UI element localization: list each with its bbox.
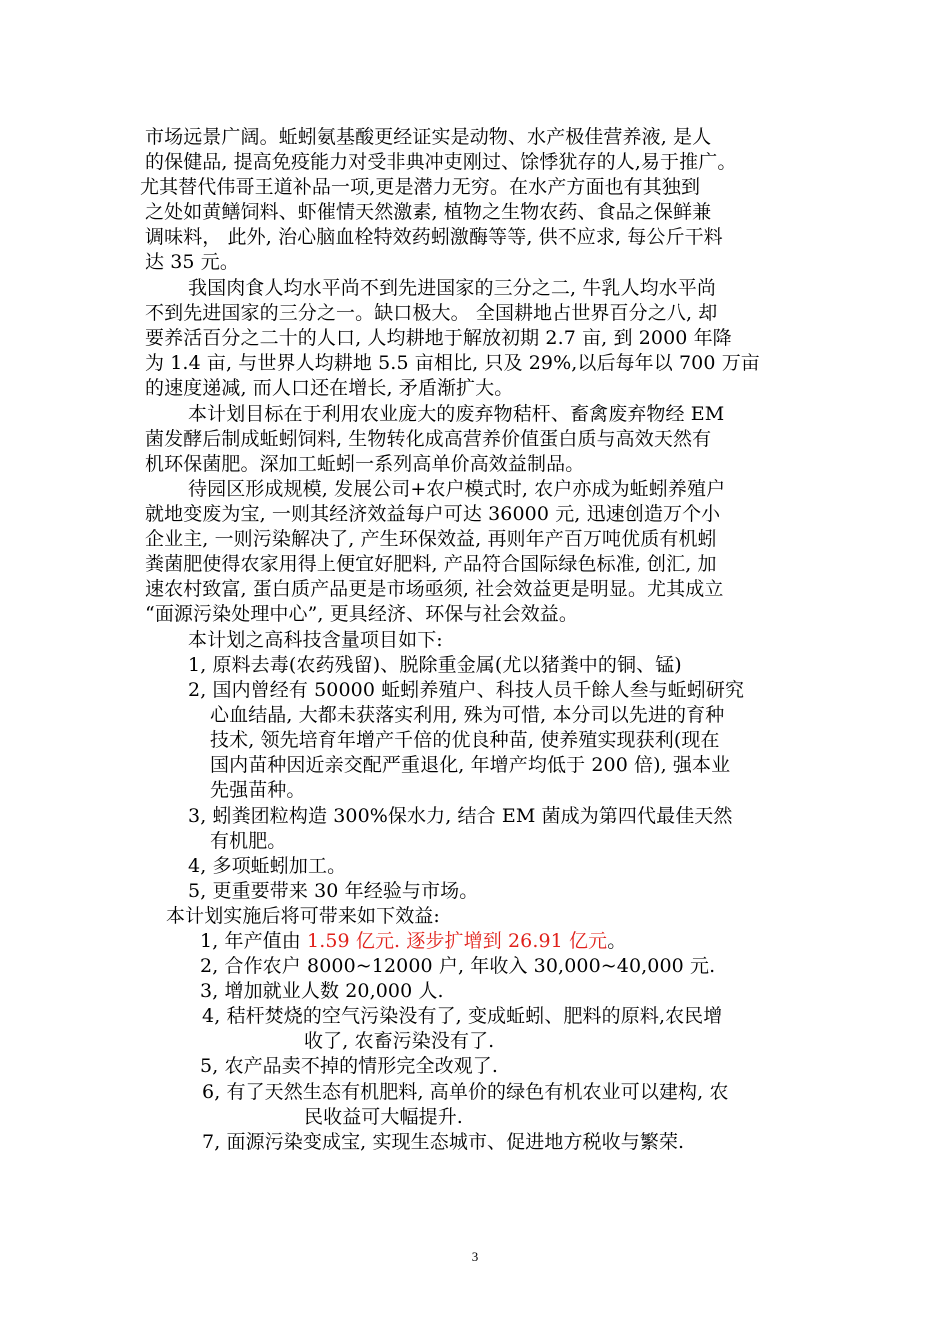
text-line: 的速度递减, 而人口还在增长, 矛盾渐扩大。: [145, 377, 514, 399]
text-line: 就地变废为宝, 一则其经济效益每户可达 36000 元, 迅速创造万个小: [145, 503, 721, 525]
text-line: 尤其替代伟哥王道补品一项,更是潜力无穷。在水产方面也有其独到: [140, 176, 701, 198]
text-line: 达 35 元。: [145, 251, 239, 273]
list-item-continuation: 有机肥。: [210, 830, 287, 852]
list-item-continuation: 技术, 领先培育年增产千倍的优良种苗, 使养殖实现获利(现在: [210, 729, 720, 751]
section-heading-benefits: 本计划实施后将可带来如下效益:: [166, 905, 440, 927]
text-line: 调味料， 此外, 治心脑血栓特效药蚓激酶等等, 供不应求, 每公斤干料: [145, 226, 723, 248]
benefit-prefix: 1, 年产值由: [200, 930, 308, 952]
list-item: 2, 国内曾经有 50000 蚯蚓养殖户、科技人员千餘人叁与蚯蚓研究: [188, 679, 745, 701]
list-item-continuation: 收了, 农畜污染没有了.: [304, 1030, 495, 1052]
text-line: 之处如黄鳝饲料、虾催情天然激素, 植物之生物农药、食品之保鲜兼: [145, 201, 712, 223]
text-line: 本计划目标在于利用农业庞大的废弃物秸杆、畜禽废弃物经 EM: [188, 403, 725, 425]
list-item: 5, 农产品卖不掉的情形完全改观了.: [200, 1055, 499, 1077]
text-line: 粪菌肥使得农家用得上便宜好肥料, 产品符合国际绿色标准, 创汇, 加: [145, 553, 717, 575]
benefit-suffix: 。: [607, 930, 627, 952]
text-line: 速农村致富, 蛋白质产品更是市场亟须, 社会效益更是明显。尤其成立: [145, 578, 724, 600]
text-line: “面源污染处理中心”, 更具经济、环保与社会效益。: [145, 603, 579, 625]
text-line: 市场远景广阔。蚯蚓氨基酸更经证实是动物、水产极佳营养液, 是人: [145, 126, 712, 148]
list-item: 1, 原料去毒(农药残留)、脱除重金属(尤以猪粪中的铜、锰): [188, 654, 682, 676]
list-item: [200, 929, 626, 953]
section-heading-tech: 本计划之高科技含量项目如下:: [188, 629, 443, 651]
highlighted-value: 1.59 亿元. 逐步扩增到 26.91 亿元: [307, 930, 608, 952]
list-item: 2, 合作农户 8000~12000 户, 年收入 30,000~40,000 元.: [200, 955, 716, 977]
text-line: 机环保菌肥。深加工蚯蚓一系列高单价高效益制品。: [145, 453, 585, 475]
text-line: 的保健品, 提高免疫能力对受非典冲吏刚过、馀悸犹存的人,易于推广。: [145, 151, 737, 173]
list-item-continuation: 国内苗种因近亲交配严重退化, 年增产均低于 200 倍), 强本业: [210, 754, 731, 776]
list-item-continuation: 心血结晶, 大都未获落实利用, 殊为可惜, 本分司以先进的育种: [210, 704, 725, 726]
list-item: 4, 多项蚯蚓加工。: [188, 855, 347, 877]
list-item: 5, 更重要带来 30 年经验与市场。: [188, 880, 479, 902]
text-line: 我国肉食人均水平尚不到先进国家的三分之二, 牛乳人均水平尚: [188, 277, 716, 299]
text-line: 为 1.4 亩, 与世界人均耕地 5.5 亩相比, 只及 29%,以后每年以 700 万亩: [145, 352, 760, 374]
list-item: 4, 秸杆焚烧的空气污染没有了, 变成蚯蚓、肥料的原料,农民增: [202, 1005, 723, 1027]
text-line: 不到先进国家的三分之一。缺口极大。 全国耕地占世界百分之八, 却: [145, 302, 718, 324]
page-number: 3: [471, 1249, 479, 1264]
text-line: 企业主, 一则污染解决了, 产生环保效益, 再则年产百万吨优质有机蚓: [145, 528, 717, 550]
text-line: 要养活百分之二十的人口, 人均耕地于解放初期 2.7 亩, 到 2000 年降: [145, 327, 732, 349]
text-line: 待园区形成规模, 发展公司+农户模式时, 农户亦成为蚯蚓养殖户: [188, 478, 726, 500]
list-item: 3, 增加就业人数 20,000 人.: [200, 980, 444, 1002]
list-item-continuation: 民收益可大幅提升.: [304, 1106, 463, 1128]
text-line: 菌发酵后制成蚯蚓饲料, 生物转化成高营养价值蛋白质与高效天然有: [145, 428, 712, 450]
list-item: 6, 有了天然生态有机肥料, 高单价的绿色有机农业可以建构, 农: [202, 1081, 729, 1103]
list-item: 3, 蚓粪团粒构造 300%保水力, 结合 EM 菌成为第四代最佳天然: [188, 805, 733, 827]
list-item-continuation: 先强苗种。: [210, 779, 306, 801]
list-item: 7, 面源污染变成宝, 实现生态城市、促进地方税收与繁荣.: [202, 1131, 685, 1153]
